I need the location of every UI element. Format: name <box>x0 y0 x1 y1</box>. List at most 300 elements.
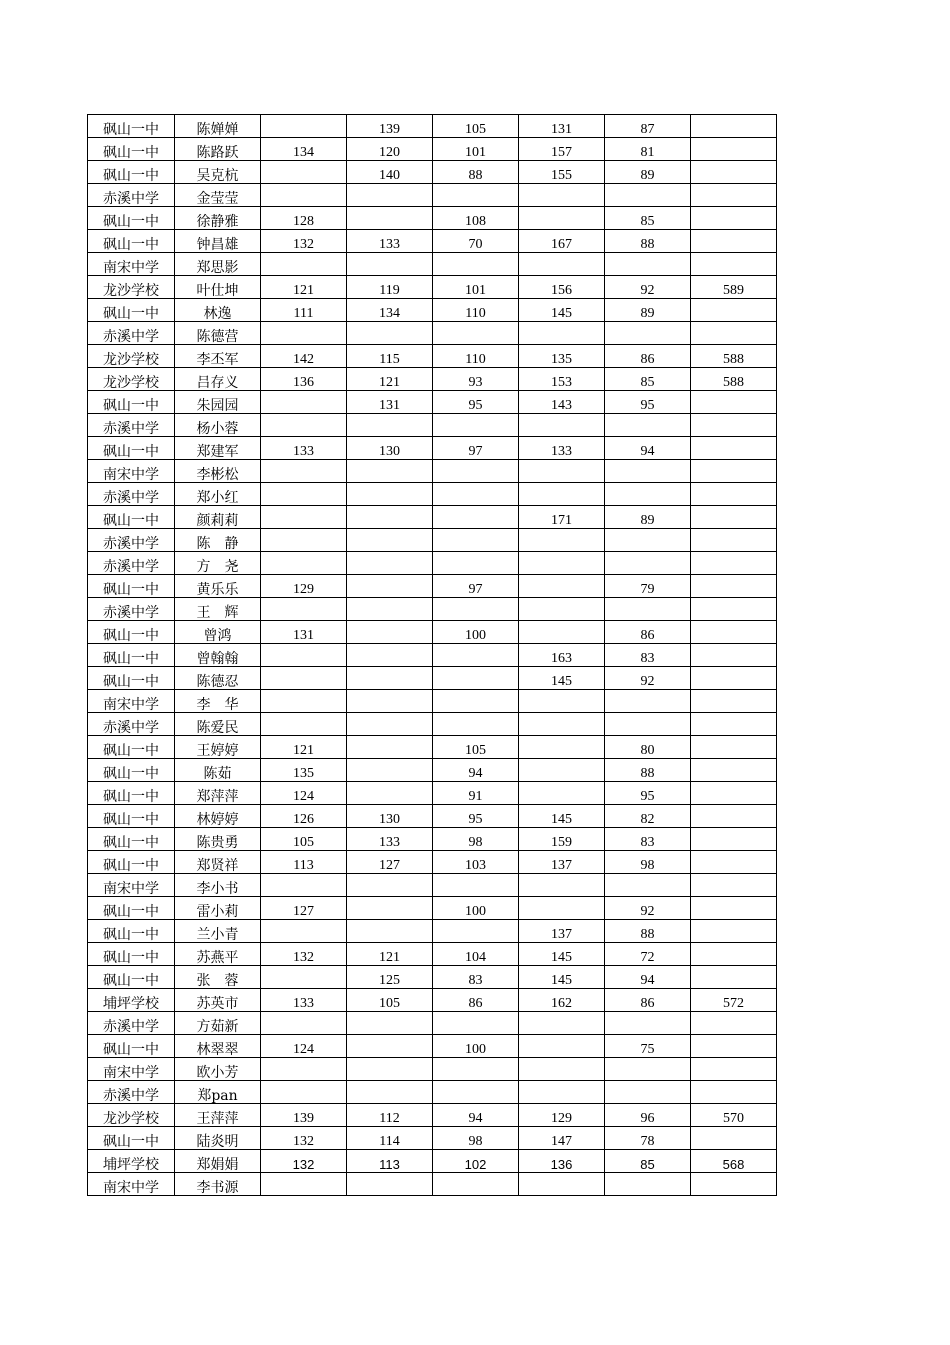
table-row <box>88 552 777 575</box>
student-name-cell: 王萍萍 <box>175 1104 261 1127</box>
subject-score-cell: 112 <box>347 1104 433 1127</box>
total-score-cell <box>691 943 777 966</box>
total-score-cell <box>691 161 777 184</box>
table-row <box>88 322 777 345</box>
school-cell: 赤溪中学 <box>88 1012 175 1035</box>
subject-score-cell <box>519 1081 605 1104</box>
table-row <box>88 276 777 299</box>
student-name-cell: 徐静雅 <box>175 207 261 230</box>
school-cell: 砜山一中 <box>88 437 175 460</box>
school-cell: 赤溪中学 <box>88 713 175 736</box>
school-cell: 砜山一中 <box>88 667 175 690</box>
subject-score-cell <box>519 690 605 713</box>
total-score-cell <box>691 230 777 253</box>
subject-score-cell <box>605 1058 691 1081</box>
total-score-cell <box>691 966 777 989</box>
total-score-cell <box>691 391 777 414</box>
total-score-cell <box>691 1081 777 1104</box>
table-row <box>88 759 777 782</box>
table-row <box>88 414 777 437</box>
total-score-cell: 588 <box>691 368 777 391</box>
student-name-cell: 陈婵婵 <box>175 115 261 138</box>
subject-score-cell <box>605 874 691 897</box>
student-name-cell: 陈爱民 <box>175 713 261 736</box>
subject-score-cell <box>433 1012 519 1035</box>
subject-score-cell <box>519 529 605 552</box>
subject-score-cell: 167 <box>519 230 605 253</box>
table-row <box>88 1173 777 1196</box>
total-score-cell <box>691 184 777 207</box>
school-cell: 龙沙学校 <box>88 276 175 299</box>
table-row <box>88 230 777 253</box>
subject-score-cell: 97 <box>433 437 519 460</box>
school-cell: 赤溪中学 <box>88 552 175 575</box>
subject-score-cell <box>347 920 433 943</box>
subject-score-cell: 132 <box>261 943 347 966</box>
subject-score-cell <box>433 598 519 621</box>
school-cell: 砜山一中 <box>88 506 175 529</box>
score-table-body <box>88 115 777 1196</box>
school-cell: 赤溪中学 <box>88 483 175 506</box>
table-row <box>88 368 777 391</box>
student-name-cell: 陈贵勇 <box>175 828 261 851</box>
subject-score-cell <box>605 598 691 621</box>
subject-score-cell: 153 <box>519 368 605 391</box>
subject-score-cell: 171 <box>519 506 605 529</box>
subject-score-cell: 85 <box>605 1150 691 1173</box>
subject-score-cell: 163 <box>519 644 605 667</box>
student-name-cell: 陈德忍 <box>175 667 261 690</box>
subject-score-cell: 121 <box>347 368 433 391</box>
school-cell: 南宋中学 <box>88 874 175 897</box>
student-name-cell: 苏燕平 <box>175 943 261 966</box>
subject-score-cell <box>347 322 433 345</box>
subject-score-cell: 86 <box>605 989 691 1012</box>
subject-score-cell: 95 <box>433 391 519 414</box>
table-row <box>88 184 777 207</box>
subject-score-cell <box>261 552 347 575</box>
subject-score-cell <box>347 621 433 644</box>
subject-score-cell <box>605 184 691 207</box>
subject-score-cell <box>347 644 433 667</box>
subject-score-cell: 88 <box>605 230 691 253</box>
student-name-cell: 雷小莉 <box>175 897 261 920</box>
total-score-cell <box>691 1058 777 1081</box>
subject-score-cell: 89 <box>605 506 691 529</box>
subject-score-cell <box>519 575 605 598</box>
total-score-cell <box>691 460 777 483</box>
subject-score-cell <box>519 1035 605 1058</box>
subject-score-cell: 95 <box>433 805 519 828</box>
total-score-cell: 570 <box>691 1104 777 1127</box>
table-row <box>88 828 777 851</box>
subject-score-cell <box>519 1173 605 1196</box>
student-name-cell: 李小书 <box>175 874 261 897</box>
subject-score-cell: 113 <box>261 851 347 874</box>
subject-score-cell <box>605 690 691 713</box>
subject-score-cell <box>261 253 347 276</box>
subject-score-cell <box>519 552 605 575</box>
subject-score-cell: 110 <box>433 345 519 368</box>
subject-score-cell: 137 <box>519 920 605 943</box>
table-row <box>88 897 777 920</box>
student-name-cell: 吴克杭 <box>175 161 261 184</box>
subject-score-cell: 135 <box>261 759 347 782</box>
subject-score-cell: 159 <box>519 828 605 851</box>
subject-score-cell <box>433 184 519 207</box>
subject-score-cell <box>347 552 433 575</box>
subject-score-cell: 94 <box>605 966 691 989</box>
subject-score-cell: 105 <box>433 736 519 759</box>
subject-score-cell <box>433 483 519 506</box>
subject-score-cell: 132 <box>261 1127 347 1150</box>
school-cell: 赤溪中学 <box>88 529 175 552</box>
total-score-cell <box>691 621 777 644</box>
subject-score-cell <box>519 322 605 345</box>
subject-score-cell <box>261 460 347 483</box>
total-score-cell <box>691 667 777 690</box>
subject-score-cell: 113 <box>347 1150 433 1173</box>
total-score-cell <box>691 506 777 529</box>
subject-score-cell: 96 <box>605 1104 691 1127</box>
student-name-cell: 苏英市 <box>175 989 261 1012</box>
subject-score-cell <box>261 667 347 690</box>
subject-score-cell: 130 <box>347 805 433 828</box>
subject-score-cell: 108 <box>433 207 519 230</box>
table-row <box>88 782 777 805</box>
total-score-cell <box>691 644 777 667</box>
subject-score-cell <box>433 506 519 529</box>
student-name-cell: 郑贤祥 <box>175 851 261 874</box>
table-row <box>88 460 777 483</box>
school-cell: 砜山一中 <box>88 920 175 943</box>
subject-score-cell <box>261 414 347 437</box>
school-cell: 砜山一中 <box>88 828 175 851</box>
subject-score-cell: 104 <box>433 943 519 966</box>
total-score-cell <box>691 322 777 345</box>
subject-score-cell: 105 <box>433 115 519 138</box>
subject-score-cell: 86 <box>433 989 519 1012</box>
table-row <box>88 115 777 138</box>
student-name-cell: 郑娟娟 <box>175 1150 261 1173</box>
subject-score-cell <box>433 874 519 897</box>
school-cell: 砜山一中 <box>88 736 175 759</box>
subject-score-cell: 124 <box>261 782 347 805</box>
table-row <box>88 598 777 621</box>
subject-score-cell: 139 <box>261 1104 347 1127</box>
subject-score-cell <box>433 253 519 276</box>
subject-score-cell: 89 <box>605 299 691 322</box>
table-row <box>88 989 777 1012</box>
student-name-cell: 林婷婷 <box>175 805 261 828</box>
table-row <box>88 644 777 667</box>
table-row <box>88 1127 777 1150</box>
student-name-cell: 郑萍萍 <box>175 782 261 805</box>
subject-score-cell <box>433 1058 519 1081</box>
subject-score-cell <box>433 644 519 667</box>
subject-score-cell <box>261 391 347 414</box>
student-name-cell: 林翠翠 <box>175 1035 261 1058</box>
subject-score-cell: 131 <box>519 115 605 138</box>
total-score-cell <box>691 253 777 276</box>
subject-score-cell <box>261 644 347 667</box>
subject-score-cell: 89 <box>605 161 691 184</box>
total-score-cell <box>691 1012 777 1035</box>
subject-score-cell <box>347 1173 433 1196</box>
subject-score-cell <box>519 897 605 920</box>
subject-score-cell: 94 <box>433 759 519 782</box>
student-name-cell: 郑pan <box>175 1081 261 1104</box>
student-name-cell: 方茹新 <box>175 1012 261 1035</box>
table-row <box>88 1104 777 1127</box>
subject-score-cell: 98 <box>433 1127 519 1150</box>
total-score-cell <box>691 782 777 805</box>
subject-score-cell <box>261 1173 347 1196</box>
school-cell: 砜山一中 <box>88 138 175 161</box>
student-name-cell: 曾鸿 <box>175 621 261 644</box>
subject-score-cell: 145 <box>519 667 605 690</box>
total-score-cell <box>691 414 777 437</box>
subject-score-cell: 100 <box>433 1035 519 1058</box>
subject-score-cell: 133 <box>347 828 433 851</box>
subject-score-cell: 129 <box>261 575 347 598</box>
subject-score-cell: 72 <box>605 943 691 966</box>
student-name-cell: 陆炎明 <box>175 1127 261 1150</box>
subject-score-cell: 120 <box>347 138 433 161</box>
subject-score-cell <box>605 1081 691 1104</box>
total-score-cell: 588 <box>691 345 777 368</box>
school-cell: 砜山一中 <box>88 161 175 184</box>
table-row <box>88 805 777 828</box>
subject-score-cell: 100 <box>433 621 519 644</box>
subject-score-cell: 87 <box>605 115 691 138</box>
subject-score-cell: 92 <box>605 897 691 920</box>
total-score-cell: 572 <box>691 989 777 1012</box>
school-cell: 砜山一中 <box>88 782 175 805</box>
school-cell: 南宋中学 <box>88 460 175 483</box>
subject-score-cell <box>433 414 519 437</box>
subject-score-cell <box>347 414 433 437</box>
school-cell: 埔坪学校 <box>88 989 175 1012</box>
table-row <box>88 943 777 966</box>
subject-score-cell: 92 <box>605 667 691 690</box>
subject-score-cell: 145 <box>519 805 605 828</box>
subject-score-cell <box>261 874 347 897</box>
subject-score-cell <box>347 460 433 483</box>
subject-score-cell <box>261 506 347 529</box>
school-cell: 砜山一中 <box>88 805 175 828</box>
subject-score-cell: 91 <box>433 782 519 805</box>
school-cell: 赤溪中学 <box>88 1081 175 1104</box>
total-score-cell: 589 <box>691 276 777 299</box>
total-score-cell <box>691 759 777 782</box>
subject-score-cell: 143 <box>519 391 605 414</box>
total-score-cell <box>691 736 777 759</box>
total-score-cell <box>691 207 777 230</box>
subject-score-cell <box>519 207 605 230</box>
table-row <box>88 966 777 989</box>
table-row <box>88 1058 777 1081</box>
subject-score-cell: 100 <box>433 897 519 920</box>
subject-score-cell: 121 <box>261 736 347 759</box>
subject-score-cell <box>605 1173 691 1196</box>
total-score-cell <box>691 874 777 897</box>
table-row <box>88 851 777 874</box>
total-score-cell <box>691 1173 777 1196</box>
table-row <box>88 253 777 276</box>
school-cell: 砜山一中 <box>88 115 175 138</box>
table-row <box>88 1081 777 1104</box>
subject-score-cell: 136 <box>261 368 347 391</box>
student-name-cell: 金莹莹 <box>175 184 261 207</box>
subject-score-cell <box>433 1173 519 1196</box>
subject-score-cell <box>347 690 433 713</box>
table-row <box>88 161 777 184</box>
subject-score-cell <box>519 483 605 506</box>
score-table <box>87 114 777 1196</box>
subject-score-cell: 83 <box>605 828 691 851</box>
school-cell: 龙沙学校 <box>88 345 175 368</box>
subject-score-cell <box>605 529 691 552</box>
subject-score-cell <box>347 253 433 276</box>
subject-score-cell <box>347 667 433 690</box>
subject-score-cell: 95 <box>605 391 691 414</box>
subject-score-cell <box>347 782 433 805</box>
subject-score-cell: 145 <box>519 966 605 989</box>
subject-score-cell <box>347 759 433 782</box>
table-row <box>88 483 777 506</box>
subject-score-cell: 105 <box>347 989 433 1012</box>
subject-score-cell <box>347 184 433 207</box>
subject-score-cell <box>519 598 605 621</box>
subject-score-cell: 98 <box>433 828 519 851</box>
subject-score-cell: 111 <box>261 299 347 322</box>
school-cell: 赤溪中学 <box>88 414 175 437</box>
subject-score-cell <box>519 759 605 782</box>
subject-score-cell: 101 <box>433 138 519 161</box>
subject-score-cell <box>261 529 347 552</box>
subject-score-cell: 83 <box>433 966 519 989</box>
subject-score-cell <box>605 322 691 345</box>
subject-score-cell <box>433 529 519 552</box>
subject-score-cell: 132 <box>261 1150 347 1173</box>
subject-score-cell <box>261 966 347 989</box>
student-name-cell: 郑小红 <box>175 483 261 506</box>
table-row <box>88 667 777 690</box>
subject-score-cell: 97 <box>433 575 519 598</box>
subject-score-cell: 124 <box>261 1035 347 1058</box>
table-row <box>88 713 777 736</box>
subject-score-cell: 145 <box>519 943 605 966</box>
subject-score-cell: 162 <box>519 989 605 1012</box>
student-name-cell: 黄乐乐 <box>175 575 261 598</box>
subject-score-cell: 94 <box>433 1104 519 1127</box>
subject-score-cell: 131 <box>347 391 433 414</box>
subject-score-cell <box>347 1081 433 1104</box>
table-row <box>88 1012 777 1035</box>
subject-score-cell <box>519 414 605 437</box>
subject-score-cell: 140 <box>347 161 433 184</box>
total-score-cell <box>691 575 777 598</box>
subject-score-cell <box>347 1035 433 1058</box>
table-row <box>88 1150 777 1173</box>
total-score-cell <box>691 598 777 621</box>
subject-score-cell <box>347 483 433 506</box>
total-score-cell <box>691 713 777 736</box>
subject-score-cell <box>347 713 433 736</box>
total-score-cell <box>691 828 777 851</box>
subject-score-cell <box>261 115 347 138</box>
subject-score-cell: 134 <box>261 138 347 161</box>
student-name-cell: 林逸 <box>175 299 261 322</box>
total-score-cell <box>691 1127 777 1150</box>
subject-score-cell <box>347 207 433 230</box>
subject-score-cell: 133 <box>261 989 347 1012</box>
subject-score-cell <box>261 920 347 943</box>
subject-score-cell <box>261 690 347 713</box>
total-score-cell <box>691 138 777 161</box>
subject-score-cell <box>261 161 347 184</box>
subject-score-cell <box>433 713 519 736</box>
subject-score-cell: 110 <box>433 299 519 322</box>
school-cell: 龙沙学校 <box>88 368 175 391</box>
subject-score-cell <box>347 736 433 759</box>
school-cell: 埔坪学校 <box>88 1150 175 1173</box>
subject-score-cell <box>261 598 347 621</box>
subject-score-cell: 102 <box>433 1150 519 1173</box>
subject-score-cell: 98 <box>605 851 691 874</box>
subject-score-cell <box>605 1012 691 1035</box>
subject-score-cell <box>261 1058 347 1081</box>
student-name-cell: 朱园园 <box>175 391 261 414</box>
subject-score-cell: 86 <box>605 345 691 368</box>
total-score-cell <box>691 552 777 575</box>
student-name-cell: 郑建军 <box>175 437 261 460</box>
subject-score-cell: 121 <box>347 943 433 966</box>
subject-score-cell: 85 <box>605 368 691 391</box>
subject-score-cell: 82 <box>605 805 691 828</box>
school-cell: 赤溪中学 <box>88 322 175 345</box>
school-cell: 砜山一中 <box>88 621 175 644</box>
subject-score-cell <box>433 1081 519 1104</box>
subject-score-cell <box>519 874 605 897</box>
school-cell: 砜山一中 <box>88 759 175 782</box>
subject-score-cell: 101 <box>433 276 519 299</box>
subject-score-cell: 157 <box>519 138 605 161</box>
subject-score-cell <box>261 322 347 345</box>
subject-score-cell: 134 <box>347 299 433 322</box>
subject-score-cell: 88 <box>605 759 691 782</box>
subject-score-cell: 132 <box>261 230 347 253</box>
table-row <box>88 391 777 414</box>
subject-score-cell <box>261 1081 347 1104</box>
subject-score-cell: 130 <box>347 437 433 460</box>
total-score-cell <box>691 897 777 920</box>
subject-score-cell <box>605 483 691 506</box>
subject-score-cell: 142 <box>261 345 347 368</box>
subject-score-cell <box>347 1058 433 1081</box>
subject-score-cell <box>605 460 691 483</box>
subject-score-cell: 139 <box>347 115 433 138</box>
student-name-cell: 李丕军 <box>175 345 261 368</box>
subject-score-cell <box>519 782 605 805</box>
table-row <box>88 920 777 943</box>
subject-score-cell: 155 <box>519 161 605 184</box>
subject-score-cell: 121 <box>261 276 347 299</box>
school-cell: 砜山一中 <box>88 230 175 253</box>
total-score-cell <box>691 920 777 943</box>
subject-score-cell <box>261 1012 347 1035</box>
